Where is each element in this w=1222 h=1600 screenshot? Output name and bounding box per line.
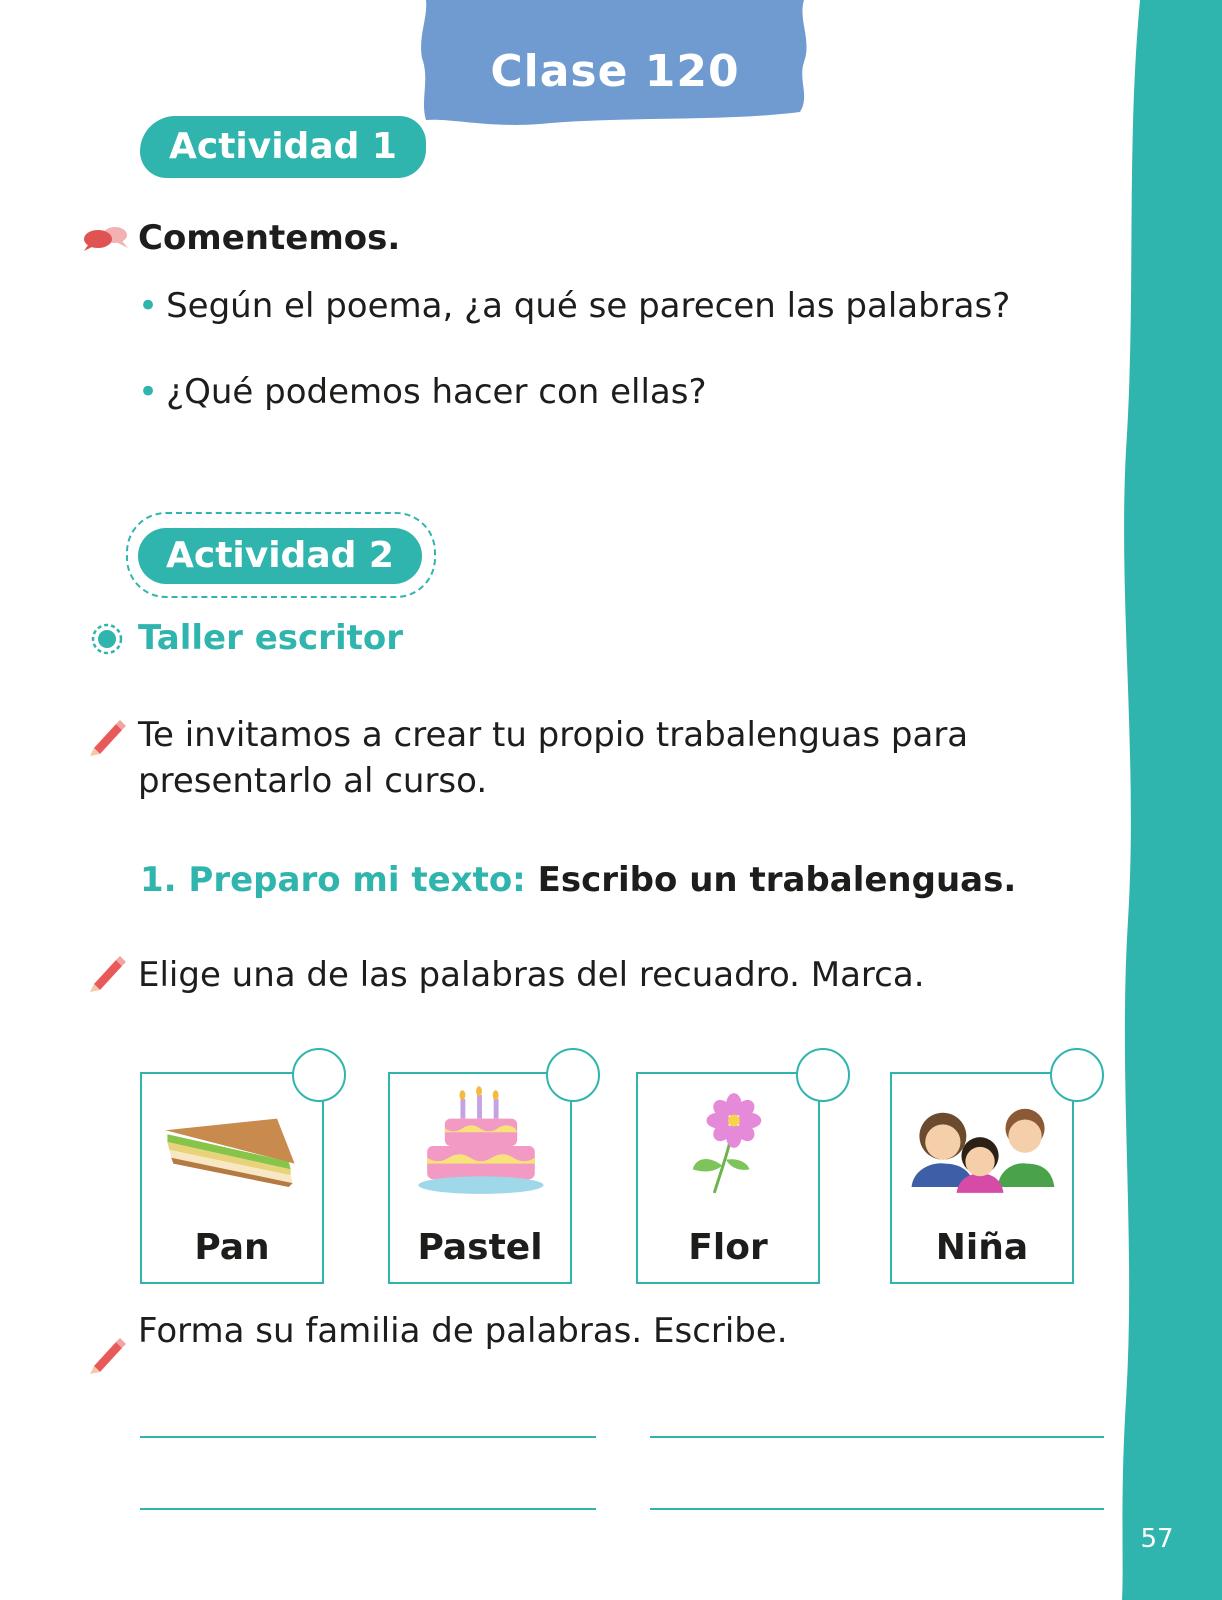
- family-icon: [892, 1084, 1072, 1204]
- sandwich-icon: [142, 1084, 322, 1204]
- section-heading: Taller escritor: [138, 618, 403, 658]
- checkbox-pastel[interactable]: [546, 1048, 600, 1102]
- question-1: • Según el poema, ¿a qué se parecen las palabras?: [138, 286, 1011, 326]
- word-label: Pan: [194, 1227, 270, 1268]
- word-card-nina[interactable]: [890, 1072, 1074, 1284]
- word-label: Flor: [688, 1227, 768, 1268]
- bullet-icon: •: [138, 286, 159, 326]
- chat-bubbles-icon: [82, 224, 130, 252]
- word-label: Niña: [935, 1227, 1029, 1268]
- clase-banner: [420, 0, 810, 130]
- bullet-icon: •: [138, 372, 159, 412]
- intro-text: Te invitamos a crear tu propio trabalenguas para presentarlo al curso.: [138, 715, 969, 801]
- answer-line-1[interactable]: [140, 1436, 596, 1438]
- flower-icon: [638, 1084, 818, 1204]
- word-card-flor[interactable]: [636, 1072, 820, 1284]
- cake-icon: [390, 1084, 570, 1204]
- step-1: [140, 860, 1016, 900]
- answer-line-2[interactable]: [650, 1436, 1104, 1438]
- pencil-icon: [88, 716, 128, 756]
- page-number: 57: [1140, 1524, 1174, 1554]
- word-card-pastel[interactable]: [388, 1072, 572, 1284]
- question-2: • ¿Qué podemos hacer con ellas?: [138, 372, 707, 412]
- step-1-text: Escribo un trabalenguas.: [537, 860, 1017, 900]
- step-1-label: 1. Preparo mi texto:: [140, 860, 526, 900]
- pencil-icon: [88, 952, 128, 992]
- answer-line-4[interactable]: [650, 1508, 1104, 1510]
- side-band: [1112, 0, 1222, 1600]
- comentemos-heading: Comentemos.: [138, 218, 401, 258]
- page-title: Clase 120: [490, 46, 740, 97]
- word-label: Pastel: [417, 1227, 543, 1268]
- activity-1-badge: Actividad 1: [140, 116, 426, 178]
- pencil-icon: [88, 1334, 128, 1374]
- answer-line-3[interactable]: [140, 1508, 596, 1510]
- choose-instruction: Elige una de las palabras del recuadro. Marca.: [138, 955, 925, 995]
- write-instruction: Forma su familia de palabras. Escribe.: [138, 1311, 788, 1351]
- writer-workshop-icon: [90, 622, 124, 656]
- checkbox-flor[interactable]: [796, 1048, 850, 1102]
- activity-2-badge: Actividad 2: [138, 528, 422, 584]
- word-card-pan[interactable]: [140, 1072, 324, 1284]
- checkbox-nina[interactable]: [1050, 1048, 1104, 1102]
- checkbox-pan[interactable]: [292, 1048, 346, 1102]
